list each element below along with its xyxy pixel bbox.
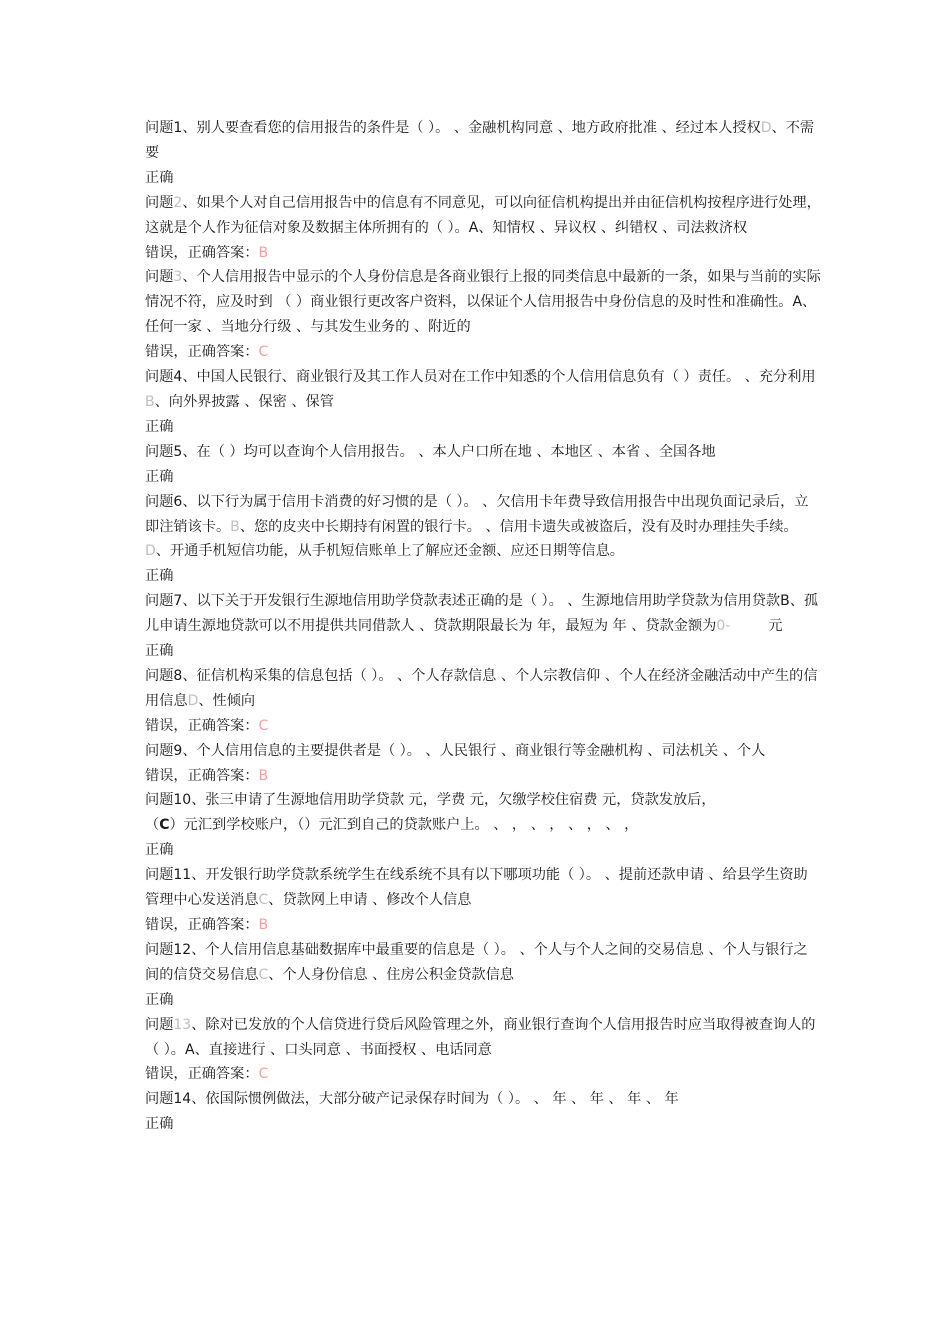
question-6 [145,490,821,590]
result-text: 错误，正确答案： [145,344,259,361]
option-letter: B [145,393,155,410]
result-status: 正确 [145,991,174,1008]
question-label: 问题 [145,443,174,460]
question-stem: 、依国际惯例做法，大部分破产记录保存时间为（ ）。 、 年 、 年 、 年 、 年 [191,1091,679,1108]
result-status: 正确 [145,842,174,859]
correct-answer: C [258,717,269,734]
question-label: 问题 [145,1016,174,1033]
option-letter: C [258,892,269,909]
question-13 [145,1013,821,1088]
question-stem: 、个人信用报告中显示的个人身份信息是各商业银行上报的同类信息中最新的一条，如果与当前的实际情况不符，应及时到 （ ）商业银行更改客户资料，以保证个人信用报告中身份信息的及时性和准确性。 [145,269,821,311]
question-number: 2 [173,194,183,211]
result-status [145,714,821,739]
question-3 [145,265,821,365]
question-stem: 、以下关于开发银行生源地信用助学贷款表述正确的是（ ）。 、生源地信用助学贷款为信用贷款 [182,593,781,610]
question-label: 问题 [145,742,174,759]
option-text: 、您的皮夹中长期持有闲置的银行卡。 、信用卡遗失或被盗后，没有及时办理挂失手续。 [239,518,798,535]
correct-answer: B [258,917,269,933]
question-number: 10 [173,792,192,809]
question-label: 问题 [145,194,174,211]
question-12 [145,938,821,1013]
result-status [145,241,821,266]
option-letter: C [159,817,170,834]
question-number: 6 [173,493,183,510]
question-stem: 、开发银行助学贷款系统学生在线系统不具有以下哪项功能（ ）。 、提前还款申请 、给县学生资助管理中心发送消息 [145,867,808,909]
result-status [145,764,821,789]
question-number: 13 [173,1016,192,1033]
option-letter: A [184,1041,195,1058]
result-text: 错误，正确答案： [145,244,259,261]
question-number: 14 [173,1091,192,1108]
option-letter: B [230,518,240,535]
result-status: 正确 [145,418,174,435]
question-stem: 、中国人民银行、商业银行及其工作人员对在工作中知悉的个人信用信息负有（ ）责任。 、充分利用 [182,369,816,386]
document-body [145,116,821,1137]
option-text: 、个人身份信息 、住房公积金贷款信息 [268,966,514,983]
result-status: 正确 [145,568,174,585]
option-text: 、知情权 、异议权 、纠错权 、司法救济权 [478,219,748,236]
result-status [145,1062,821,1087]
question-number: 1 [173,120,183,136]
question-label: 问题 [145,369,174,386]
result-status: 正确 [145,643,174,660]
option-text: 、任何一家 、当地分行级 、与其发生业务的 、附近的 [145,294,817,336]
correct-answer: B [258,767,269,784]
question-label: 问题 [145,1091,174,1108]
question-stem: 、个人信用信息的主要提供者是（ ）。 、人民银行 、商业银行等金融机构 、司法机关 、个人 [182,742,766,759]
question-stem: 、别人要查看您的信用报告的条件是（ ）。 、金融机构同意 、地方政府批准 、经过本人授权 [182,120,761,136]
question-stem: 、以下行为属于信用卡消费的好习惯的是（ ）。 、欠信用卡年费导致信用报告中出现负面记录后，立即注销该卡。 [145,493,809,535]
question-label: 问题 [145,493,174,510]
result-status: 正确 [145,1116,174,1133]
option-letter: B [780,593,790,610]
question-number: 7 [173,593,183,610]
option-letter: A [792,294,803,311]
question-number: 11 [173,867,192,884]
question-stem: 、在（ ）均可以查询个人信用报告。 、本人户口所在地 、本地区 、本省 、全国各地 [182,443,716,460]
question-4 [145,365,821,440]
question-9 [145,739,821,789]
correct-answer: C [258,344,269,361]
result-text: 错误，正确答案： [145,717,259,734]
question-stem: 、个人信用信息基础数据库中最重要的信息是（ ）。 、个人与个人之间的交易信息 、个人与银行之间的信贷交易信息 [145,941,808,983]
question-11 [145,863,821,938]
question-text: ）元汇到学校账户，（）元汇到自己的贷款账户上。 、 ， 、 ， 、 ， 、 ， [169,817,639,834]
result-status: 正确 [145,468,174,485]
option-text: 、贷款网上申请 、修改个人信息 [268,892,472,909]
question-stem: 、征信机构采集的信息包括（ ）。 、个人存款信息 、个人宗教信仰 、个人在经济金融活动中产生的信用信息 [145,667,818,709]
question-number: 8 [173,667,183,684]
option-letter: D [145,543,156,560]
question-line [145,813,821,838]
option-text: 、不需要 [145,120,815,161]
option-text: 、直接进行 、口头同意 、书面授权 、电话同意 [194,1041,492,1058]
question-14 [145,1087,821,1137]
question-stem: 、张三申请了生源地信用助学贷款 元，学费 元，欠缴学校住宿费 元，贷款发放后， [191,792,716,809]
option-letter: D [760,120,772,136]
question-stem: 、除对已发放的个人信贷进行贷后风险管理之外，商业银行查询个人信用报告时应当取得被查询人的（ ）。 [145,1016,816,1058]
question-number: 4 [173,369,183,386]
question-number: 5 [173,443,183,460]
question-number: 9 [173,742,183,759]
question-2 [145,191,821,266]
question-label: 问题 [145,667,174,684]
question-8 [145,664,821,739]
option-text: 、向外界披露 、保密 、保管 [154,393,334,410]
option-letter: D [187,692,199,709]
question-label: 问题 [145,269,174,286]
question-1 [145,116,821,191]
result-status: 正确 [145,169,174,186]
question-number: 12 [173,941,192,958]
option-text: 、开通手机短信功能，从手机短信账单上了解应还金额、应还日期等信息。 [155,543,624,560]
option-text: 、孤儿申请生源地贷款可以不用提供共同借款人 、贷款期限最长为 年，最短为 年 、贷款金额为 [145,593,819,635]
question-10 [145,788,821,863]
paren-open: （ [145,817,160,834]
option-text: 元 [768,618,783,635]
question-label: 问题 [145,867,174,884]
result-status [145,913,821,938]
result-text: 错误，正确答案： [145,917,259,933]
question-label: 问题 [145,941,174,958]
question-label: 问题 [145,792,174,809]
question-stem: 、如果个人对自己信用报告中的信息有不同意见，可以向征信机构提出并由征信机构按程序进行处理，这就是个人作为征信对象及数据主体所拥有的（ ）。 [145,194,821,236]
option-letter: A [468,219,479,236]
result-text: 错误，正确答案： [145,767,259,784]
result-status [145,340,821,365]
result-text: 错误，正确答案： [145,1066,259,1083]
amount-range: 0- [716,618,731,635]
question-label: 问题 [145,593,174,610]
option-letter: C [258,966,269,983]
correct-answer: C [258,1066,269,1083]
correct-answer: B [258,244,269,261]
question-5 [145,440,821,490]
question-label: 问题 [145,120,174,136]
question-7 [145,589,821,664]
option-text: 、性倾向 [198,692,256,709]
question-number: 3 [173,269,183,286]
